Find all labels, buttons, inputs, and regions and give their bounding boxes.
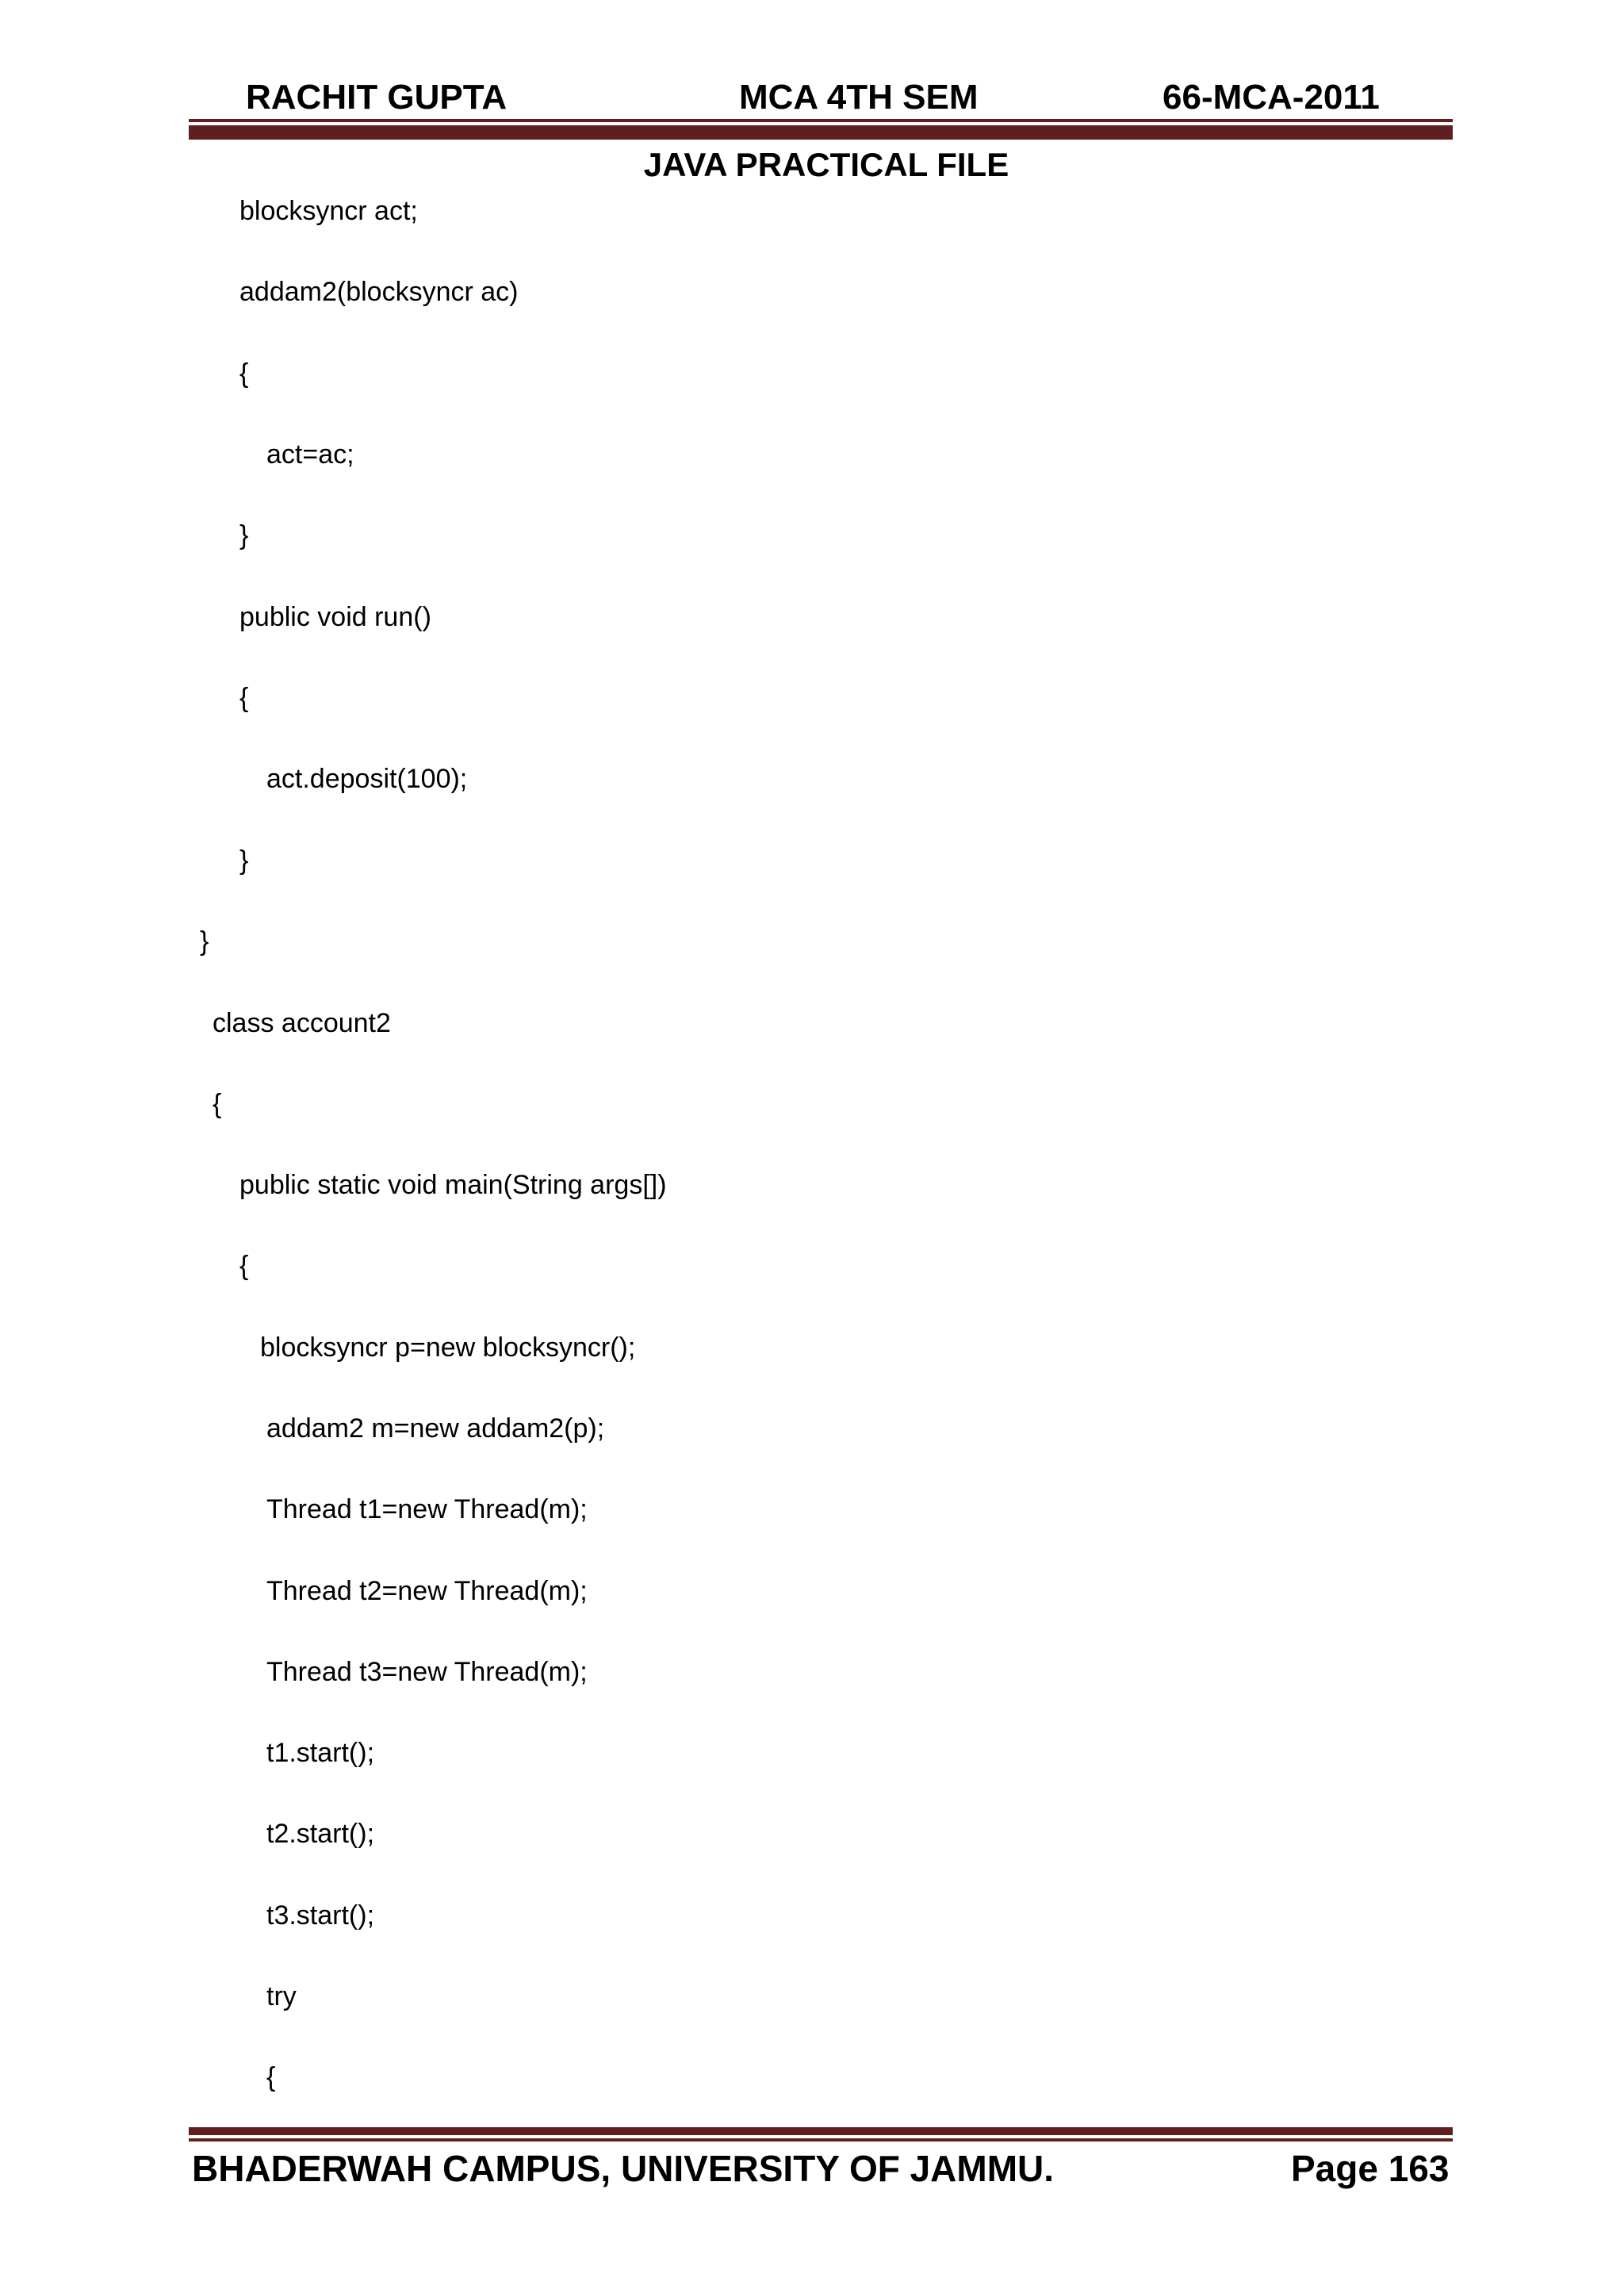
- code-line: Thread t3=new Thread(m);: [266, 1657, 588, 1687]
- page-number: Page 163: [1291, 2148, 1450, 2189]
- code-line: class account2: [213, 1008, 391, 1038]
- code-line: {: [239, 1251, 249, 1281]
- code-line: t1.start();: [266, 1738, 375, 1768]
- course-name: MCA 4TH SEM: [739, 78, 979, 117]
- code-line: blocksyncr p=new blocksyncr();: [260, 1332, 636, 1363]
- campus-name: BHADERWAH CAMPUS, UNIVERSITY OF JAMMU.: [192, 2148, 1055, 2189]
- code-line: public static void main(String args[]): [239, 1170, 667, 1200]
- footer-rule-thin: [189, 2138, 1453, 2142]
- code-line: t2.start();: [266, 1819, 375, 1849]
- header-rule-thick: [189, 125, 1453, 140]
- author-name: RACHIT GUPTA: [246, 78, 508, 117]
- code-line: Thread t1=new Thread(m);: [266, 1494, 588, 1524]
- code-line: act=ac;: [266, 439, 354, 470]
- code-line: addam2(blocksyncr ac): [239, 277, 519, 307]
- footer-rule-thick: [189, 2127, 1453, 2135]
- code-line: {: [239, 359, 249, 389]
- code-line: addam2 m=new addam2(p);: [266, 1413, 605, 1444]
- code-line: t3.start();: [266, 1900, 375, 1931]
- code-line: }: [239, 520, 249, 550]
- header-rule-thin: [189, 119, 1453, 122]
- code-line: Thread t2=new Thread(m);: [266, 1576, 588, 1606]
- code-line: public void run(): [239, 602, 431, 632]
- code-line: }: [200, 926, 209, 957]
- code-line: try: [266, 1981, 297, 2011]
- roll-number: 66-MCA-2011: [1162, 78, 1380, 117]
- code-line: act.deposit(100);: [266, 764, 468, 794]
- code-line: blocksyncr act;: [239, 196, 418, 226]
- code-line: {: [239, 683, 249, 713]
- code-line: {: [266, 2062, 276, 2092]
- page-title: JAVA PRACTICAL FILE: [643, 146, 1009, 183]
- code-line: }: [239, 845, 249, 876]
- code-line: {: [213, 1089, 222, 1119]
